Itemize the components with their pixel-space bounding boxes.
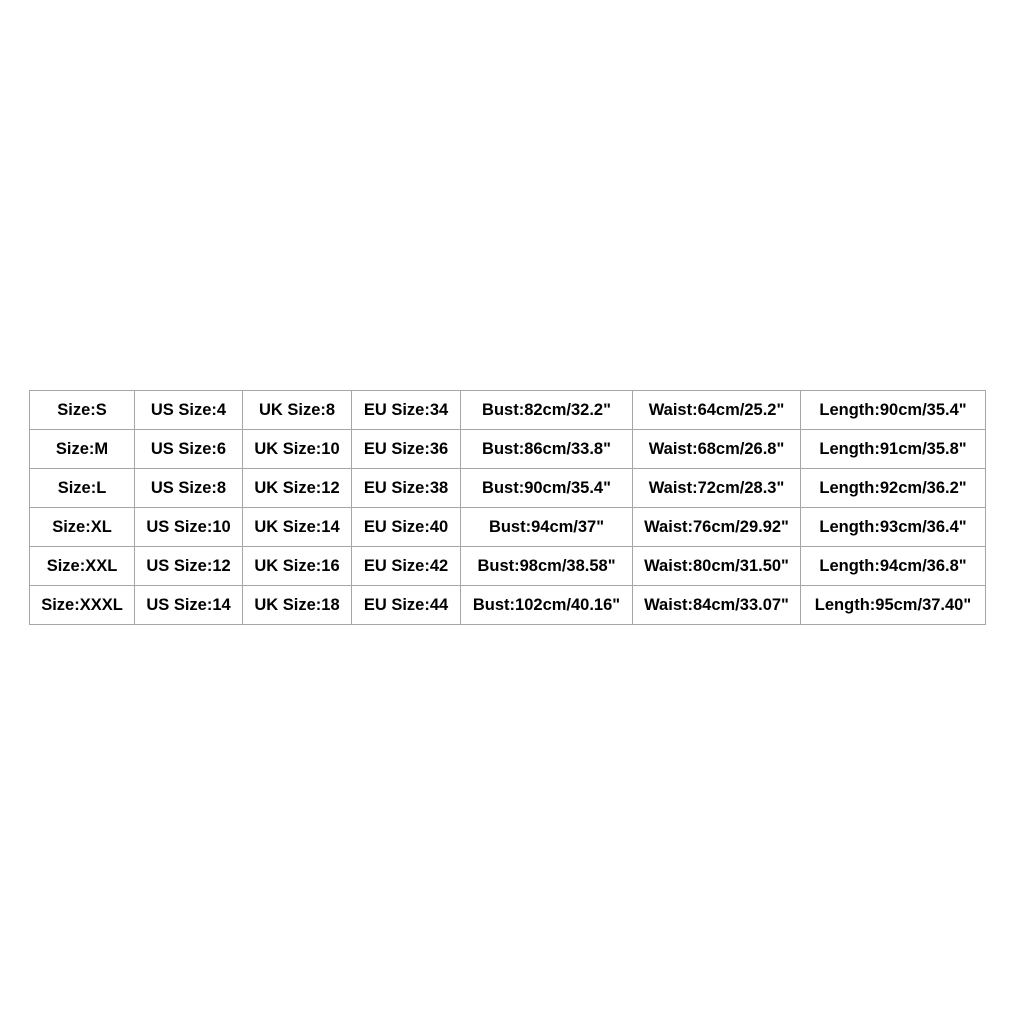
waist-cell: Waist:80cm/31.50"	[633, 547, 801, 586]
bust-cell: Bust:90cm/35.4"	[461, 469, 633, 508]
size-chart-table	[29, 390, 986, 625]
eu-size-cell: EU Size:44	[352, 586, 461, 625]
us-size-cell: US Size:4	[135, 391, 243, 430]
length-cell: Length:91cm/35.8"	[801, 430, 986, 469]
waist-cell: Waist:68cm/26.8"	[633, 430, 801, 469]
eu-size-cell: EU Size:34	[352, 391, 461, 430]
size-row-l	[30, 469, 986, 508]
uk-size-cell: UK Size:8	[243, 391, 352, 430]
bust-cell: Bust:86cm/33.8"	[461, 430, 633, 469]
us-size-cell: US Size:12	[135, 547, 243, 586]
length-cell: Length:90cm/35.4"	[801, 391, 986, 430]
bust-cell: Bust:98cm/38.58"	[461, 547, 633, 586]
size-cell: Size:M	[30, 430, 135, 469]
uk-size-cell: UK Size:10	[243, 430, 352, 469]
size-row-xxxl	[30, 586, 986, 625]
us-size-cell: US Size:14	[135, 586, 243, 625]
uk-size-cell: UK Size:16	[243, 547, 352, 586]
waist-cell: Waist:72cm/28.3"	[633, 469, 801, 508]
waist-cell: Waist:64cm/25.2"	[633, 391, 801, 430]
waist-cell: Waist:84cm/33.07"	[633, 586, 801, 625]
eu-size-cell: EU Size:38	[352, 469, 461, 508]
size-row-xl	[30, 508, 986, 547]
size-cell: Size:L	[30, 469, 135, 508]
eu-size-cell: EU Size:36	[352, 430, 461, 469]
bust-cell: Bust:82cm/32.2"	[461, 391, 633, 430]
us-size-cell: US Size:8	[135, 469, 243, 508]
size-cell: Size:S	[30, 391, 135, 430]
size-row-xxl	[30, 547, 986, 586]
size-row-s	[30, 391, 986, 430]
length-cell: Length:95cm/37.40"	[801, 586, 986, 625]
length-cell: Length:94cm/36.8"	[801, 547, 986, 586]
us-size-cell: US Size:6	[135, 430, 243, 469]
size-cell: Size:XXXL	[30, 586, 135, 625]
waist-cell: Waist:76cm/29.92"	[633, 508, 801, 547]
uk-size-cell: UK Size:14	[243, 508, 352, 547]
eu-size-cell: EU Size:42	[352, 547, 461, 586]
size-row-m	[30, 430, 986, 469]
bust-cell: Bust:94cm/37"	[461, 508, 633, 547]
size-cell: Size:XXL	[30, 547, 135, 586]
size-cell: Size:XL	[30, 508, 135, 547]
uk-size-cell: UK Size:18	[243, 586, 352, 625]
length-cell: Length:92cm/36.2"	[801, 469, 986, 508]
eu-size-cell: EU Size:40	[352, 508, 461, 547]
us-size-cell: US Size:10	[135, 508, 243, 547]
length-cell: Length:93cm/36.4"	[801, 508, 986, 547]
uk-size-cell: UK Size:12	[243, 469, 352, 508]
bust-cell: Bust:102cm/40.16"	[461, 586, 633, 625]
